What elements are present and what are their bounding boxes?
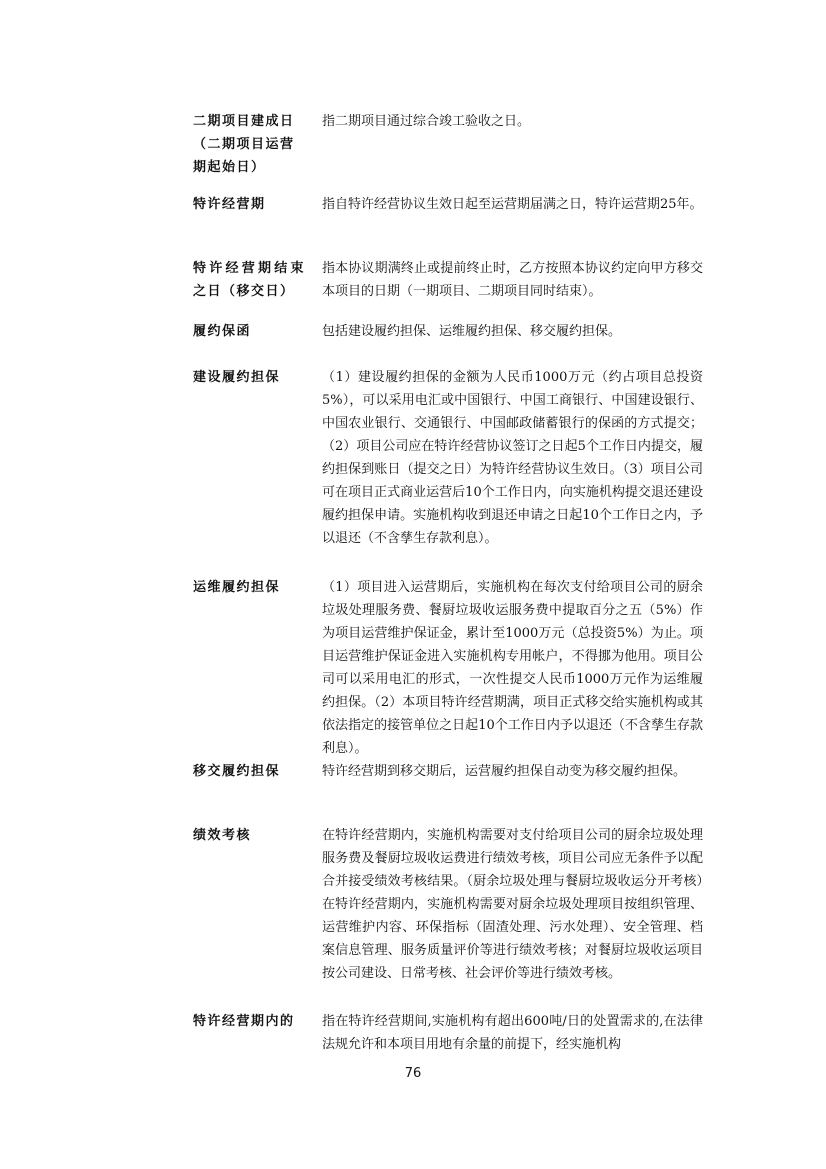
definition-term: 二期项目建成日 （二期项目运营 期起始日） [193, 114, 295, 175]
page-number: 76 [404, 1066, 422, 1081]
definition-row [193, 1010, 703, 1056]
definition-term: 运维履约担保 [193, 580, 281, 595]
definition-row [193, 193, 703, 216]
definition-row [193, 824, 703, 985]
definition-term: 特许经营期内的 [193, 1014, 295, 1029]
definition-row [193, 257, 703, 303]
definition-description: （1）建设履约担保的金额为人民币1000万元（约占项目总投资5%），可以采用电汇或中国银行、中国工商银行、中国建设银行、中国农业银行、交通银行、中国邮政储蓄银行的保函的方式提交；（2）项目公司应在特许经营协议签订之日起5个工作日内提交，履约担保到账日（提交之日）为特许经营协议生效日。（3）项目公司可在项目正式商业运营后10个工作日内，向实施机构提交退还建设履约担保申请。实施机构收到退还申请之日起10个工作日之内，予以退还（不含孳生存款利息）。 [322, 370, 703, 546]
definition-row [193, 760, 703, 783]
definition-description: 指本协议期满终止或提前终止时，乙方按照本协议约定向甲方移交本项目的日期（一期项目、二期项目同时结束）。 [322, 261, 703, 299]
definition-term: 绩效考核 [193, 828, 252, 843]
definition-row [193, 320, 703, 343]
definition-term: 履约保函 [193, 324, 252, 339]
definition-term: 特许经营期 [193, 197, 266, 212]
definition-row [193, 366, 703, 550]
definition-description: 在特许经营期内，实施机构需要对支付给项目公司的厨余垃圾处理服务费及餐厨垃圾收运费进行绩效考核，项目公司应无条件予以配合并接受绩效考核结果。（厨余垃圾处理与餐厨垃圾收运分开考核）在特许经营期内，实施机构需要对厨余垃圾处理项目按组织管理、运营维护内容、环保指标（固渣处理、污水处理）、安全管理、档案信息管理、服务质量评价等进行绩效考核；对餐厨垃圾收运项目按公司建设、日常考核、社会评价等进行绩效考核。 [322, 828, 703, 981]
definition-description: 特许经营期到移交期后，运营履约担保自动变为移交履约担保。 [322, 764, 687, 779]
definition-description: 指自特许经营协议生效日起至运营期届满之日，特许运营期25年。 [322, 197, 703, 212]
definition-term: 特许经营期结束之日（移交日） [193, 261, 305, 299]
definition-description: 包括建设履约担保、运维履约担保、移交履约担保。 [322, 324, 622, 339]
definition-description: （1）项目进入运营期后，实施机构在每次支付给项目公司的厨余垃圾处理服务费、餐厨垃圾收运服务费中提取百分之五（5%）作为项目运营维护保证金，累计至1000万元（总投资5%）为止。项目运营维护保证金进入实施机构专用帐户，不得挪为他用。项目公司可以采用电汇的形式，一次性提交人民币1000万元作为运维履约担保。（2）本项目特许经营期满，项目正式移交给实施机构或其依法指定的接管单位之日起10个工作日内予以退还（不含孳生存款利息）。 [322, 580, 703, 756]
definition-description: 指二期项目通过综合竣工验收之日。 [322, 114, 531, 129]
definition-row [193, 110, 703, 179]
definition-term: 建设履约担保 [193, 370, 281, 385]
definition-description: 指在特许经营期间,实施机构有超出600吨/日的处置需求的,在法律法规允许和本项目用地有余量的前提下，经实施机构 [322, 1014, 703, 1052]
definition-term: 移交履约担保 [193, 764, 281, 779]
definition-row [193, 576, 703, 760]
